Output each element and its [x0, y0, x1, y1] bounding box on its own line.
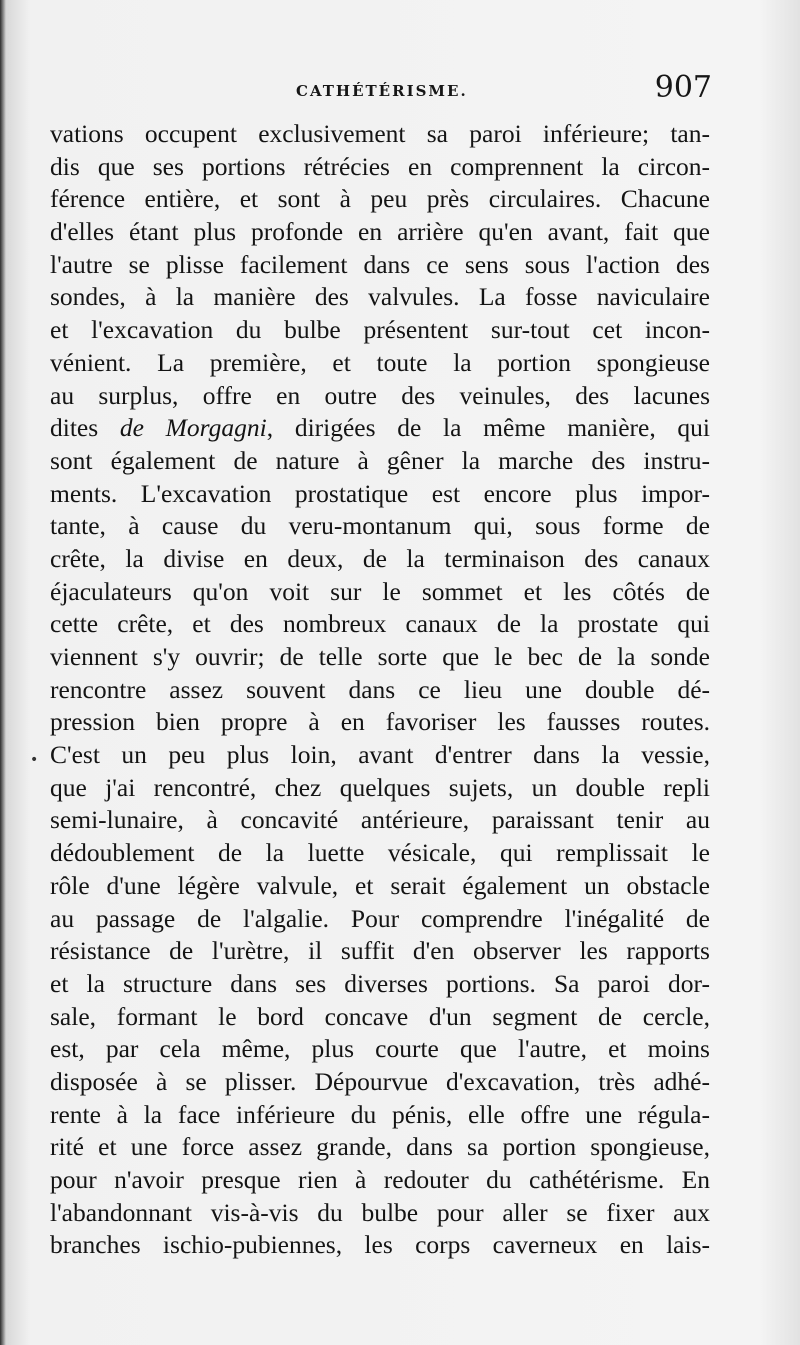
text-line: rente à la face inférieure du pénis, elle offre une régula- — [50, 1099, 710, 1129]
text-line: éjaculateurs qu'on voit sur le sommet et les côtés de — [50, 576, 710, 606]
text-line: ments. L'excavation prostatique est encore plus impor- — [50, 478, 710, 508]
text-line: pour n'avoir presque rien à redouter du cathétérisme. En — [50, 1165, 710, 1194]
text-line: au passage de l'algalie. Pour comprendre l'inégalité de — [50, 903, 710, 933]
text-line: l'abandonnant vis-à-vis du bulbe pour aller se fixer aux — [50, 1197, 710, 1227]
text-line: pression bien propre à en favoriser les fausses routes. — [50, 707, 710, 737]
text-line: vations occupent exclusivement sa paroi inférieure; tan- — [50, 119, 710, 148]
text-line: C'est un peu plus loin, avant d'entrer dans la vessie, — [50, 740, 710, 770]
text-line: et la structure dans ses diverses portions. Sa paroi dor- — [50, 968, 710, 998]
text-line: férence entière, et sont à peu près circulaires. Chacune — [50, 184, 710, 214]
text-line: au surplus, offre en outre des veinules, des lacunes — [50, 380, 710, 410]
page-header — [48, 70, 712, 110]
text-line: dis que ses portions rétrécies en comprennent la circon- — [50, 151, 710, 181]
text-line: rité et une force assez grande, dans sa portion spongieuse, — [50, 1132, 710, 1162]
text-line: est, par cela même, plus courte que l'autre, et moins — [50, 1034, 710, 1064]
italic-name: de Morgagni — [119, 413, 267, 443]
line-segment: , dirigées de la même manière, qui — [266, 413, 710, 443]
page-number: 907 — [654, 70, 712, 105]
running-head: CATHÉTÉRISME. — [296, 82, 468, 100]
text-line: cette crête, et des nombreux canaux de la prostate qui — [50, 609, 710, 639]
text-line: sale, formant le bord concave d'un segment de cercle, — [50, 1001, 710, 1031]
text-line: rôle d'une légère valvule, et serait également un obstacle — [50, 870, 710, 900]
text-line: d'elles étant plus profonde en arrière qu'en avant, fait que — [50, 217, 710, 247]
line-segment: dites — [50, 413, 120, 443]
text-line: sont également de nature à gêner la marche des instru- — [50, 445, 710, 475]
text-line: tante, à cause du veru-montanum qui, sous forme de — [50, 511, 710, 541]
text-line: dédoublement de la luette vésicale, qui remplissait le — [50, 838, 710, 868]
text-line: et l'excavation du bulbe présentent sur-tout cet incon- — [50, 315, 710, 345]
text-line-with-italic — [50, 412, 710, 445]
margin-mark: • — [30, 752, 39, 768]
text-line: vénient. La première, et toute la portion spongieuse — [50, 347, 710, 377]
text-line: branches ischio-pubiennes, les corps caverneux en lais- — [50, 1230, 710, 1260]
text-line: semi-lunaire, à concavité antérieure, paraissant tenir au — [50, 805, 710, 835]
text-line: disposée à se plisser. Dépourvue d'excavation, très adhé- — [50, 1066, 710, 1096]
text-line: viennent s'y ouvrir; de telle sorte que le bec de la sonde — [50, 642, 710, 671]
text-line: sondes, à la manière des valvules. La fosse naviculaire — [50, 282, 710, 312]
text-line: crête, la divise en deux, de la terminaison des canaux — [50, 543, 710, 573]
text-line: résistance de l'urètre, il suffit d'en observer les rapports — [50, 936, 710, 966]
text-line: l'autre se plisse facilement dans ce sens sous l'action des — [50, 249, 710, 279]
text-line: que j'ai rencontré, chez quelques sujets, un double repli — [50, 772, 710, 802]
text-line: rencontre assez souvent dans ce lieu une double dé- — [50, 674, 710, 704]
body-text — [50, 118, 710, 1262]
